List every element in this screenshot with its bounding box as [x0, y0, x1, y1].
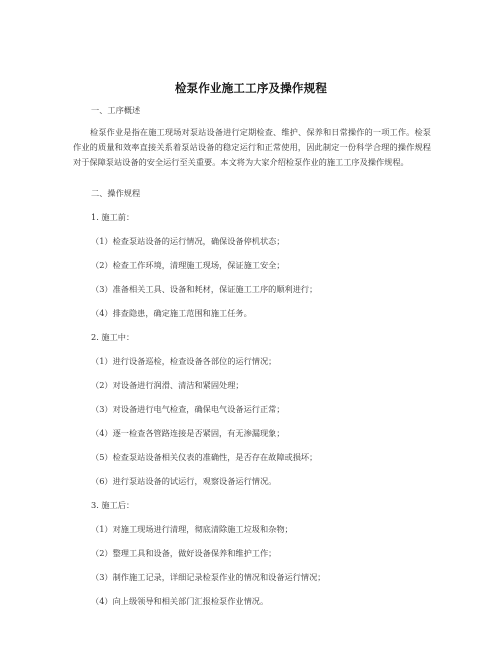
step-item: （1）检查泵站设备的运行情况，确保设备停机状态；: [91, 236, 285, 246]
step-item: （6）进行泵站设备的试运行，观察设备运行情况。: [91, 476, 277, 486]
step-item: （1）进行设备巡检，检查设备各部位的运行情况；: [91, 356, 277, 366]
section-heading-overview: 一、工序概述: [91, 105, 141, 115]
step-item: （4）排查隐患，确定施工范围和施工任务。: [91, 308, 252, 318]
step-item: （5）检查泵站设备相关仪表的准确性，是否存在故障或损坏；: [91, 452, 318, 462]
step-item: （4）逐一检查各管路连接是否紧固，有无渗漏现象；: [91, 428, 285, 438]
step-item: （2）对设备进行润滑、清洁和紧固处理；: [91, 380, 244, 390]
step-item: （1）对施工现场进行清理，彻底清除施工垃圾和杂物；: [91, 524, 293, 534]
step-item: （3）对设备进行电气检查，确保电气设备运行正常；: [91, 404, 285, 414]
phase-heading-during: 2. 施工中：: [91, 332, 135, 342]
step-item: （3）准备相关工具、设备和耗材，保证施工工序的顺利进行；: [91, 284, 318, 294]
step-item: （2）整理工具和设备，做好设备保养和维护工作；: [91, 548, 277, 558]
section-heading-procedures: 二、操作规程: [91, 188, 141, 198]
phase-heading-after: 3. 施工后：: [91, 500, 135, 510]
overview-paragraph: 检泵作业是指在施工现场对泵站设备进行定期检查、维护、保养和日常操作的一项工作。检泵作业的质量和效率直接关系着泵站设备的稳定运行和正常使用，因此制定一份科学合理的操作规程对于保障泵站设备的安全运行至关重要。本文将为大家介绍检泵作业的施工工序及操作规程。: [73, 127, 431, 168]
phase-heading-before: 1. 施工前：: [91, 212, 135, 222]
step-item: （2）检查工作环境，清理施工现场，保证施工安全；: [91, 260, 285, 270]
step-item: （3）制作施工记录，详细记录检泵作业的情况和设备运行情况；: [91, 572, 326, 582]
document-title: 检泵作业施工工序及操作规程: [174, 81, 328, 95]
step-item: （4）向上级领导和相关部门汇报检泵作业情况。: [91, 596, 269, 606]
